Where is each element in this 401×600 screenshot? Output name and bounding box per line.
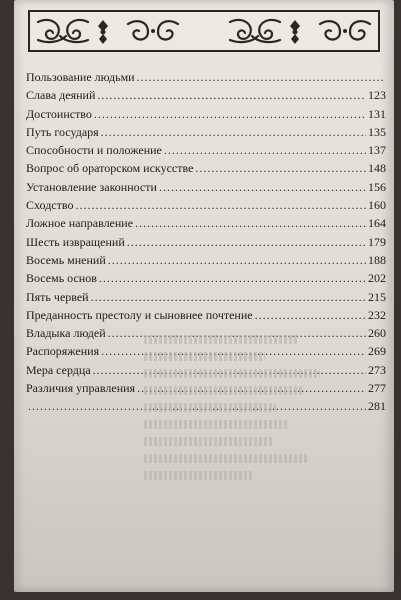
toc-entry-page: 188 <box>368 252 386 267</box>
toc-entry-title: Ложное направление <box>26 216 134 231</box>
toc-entry-page: 160 <box>368 198 386 213</box>
toc-entry <box>26 143 386 161</box>
toc-entry-page: 156 <box>368 179 386 194</box>
toc-entry <box>26 198 386 216</box>
toc-leader-dots <box>101 125 366 140</box>
toc-entry-title: Достоинство <box>26 106 92 121</box>
toc-entry-title: Пять червей <box>26 289 89 304</box>
toc-entry <box>26 180 386 198</box>
toc-entry-page: 137 <box>368 143 386 158</box>
toc-leader-dots <box>91 290 366 305</box>
toc-leader-dots <box>108 253 366 268</box>
toc-entry-page: 135 <box>368 124 386 139</box>
toc-entry-title: Слава деяний <box>26 88 96 103</box>
toc-entry <box>26 308 386 326</box>
toc-entry-title: Сходство <box>26 198 74 213</box>
toc-entry-title: Распоряжения <box>26 344 100 359</box>
toc-entry-title: Мера сердца <box>26 362 91 377</box>
bleed-through-text <box>144 335 364 488</box>
toc-entry <box>26 253 386 271</box>
toc-entry-title: Восемь основ <box>26 271 97 286</box>
toc-entry-page: 260 <box>368 326 386 341</box>
toc-entry <box>26 271 386 289</box>
toc-leader-dots <box>127 235 366 250</box>
toc-entry <box>26 125 386 143</box>
toc-entry-page: 215 <box>368 289 386 304</box>
toc-leader-dots <box>137 70 384 85</box>
toc-entry-title: Восемь мнений <box>26 252 106 267</box>
toc-entry-title: Установление законности <box>26 179 157 194</box>
scroll-ornament-band-icon <box>28 10 380 52</box>
book-page <box>14 0 394 592</box>
toc-entry-title: Различия управления <box>26 381 136 396</box>
toc-leader-dots <box>159 180 366 195</box>
toc-entry <box>26 216 386 234</box>
toc-entry-title: Владыка людей <box>26 326 106 341</box>
toc-entry-title: Путь государя <box>26 124 99 139</box>
toc-entry-title: Пользование людьми <box>26 70 135 84</box>
toc-entry-page: 277 <box>368 381 386 396</box>
toc-leader-dots <box>94 107 366 122</box>
toc-entry-page: 179 <box>368 234 386 249</box>
toc-entry-title: Способности и положение <box>26 143 162 158</box>
toc-entry-page: 232 <box>368 307 386 322</box>
toc-entry-page: 123 <box>368 88 386 103</box>
toc-entry-title: Преданность престолу и сыновнее почтение <box>26 307 253 322</box>
toc-entry-title: Вопрос об ораторском искусстве <box>26 161 194 176</box>
toc-leader-dots <box>135 216 366 231</box>
toc-entry <box>26 290 386 308</box>
toc-entry <box>26 235 386 253</box>
toc-entry <box>26 107 386 125</box>
toc-entry-page: 202 <box>368 271 386 286</box>
toc-entry <box>26 88 386 106</box>
toc-entry-page: 148 <box>368 161 386 176</box>
toc-entry-page: 269 <box>368 344 386 359</box>
toc-entry-title: Шесть извращений <box>26 234 125 249</box>
toc-entry <box>26 161 386 179</box>
toc-leader-dots <box>195 161 366 176</box>
toc-entry-page: 281 <box>368 399 386 414</box>
toc-leader-dots <box>99 271 366 286</box>
toc-entry-page: 273 <box>368 362 386 377</box>
toc-entry <box>26 70 386 88</box>
toc-entry-page: 164 <box>368 216 386 231</box>
toc-entry-page: 131 <box>368 106 386 121</box>
toc-leader-dots <box>97 88 366 103</box>
toc-leader-dots <box>164 143 366 158</box>
toc-leader-dots <box>255 308 366 323</box>
toc-leader-dots <box>75 198 366 213</box>
